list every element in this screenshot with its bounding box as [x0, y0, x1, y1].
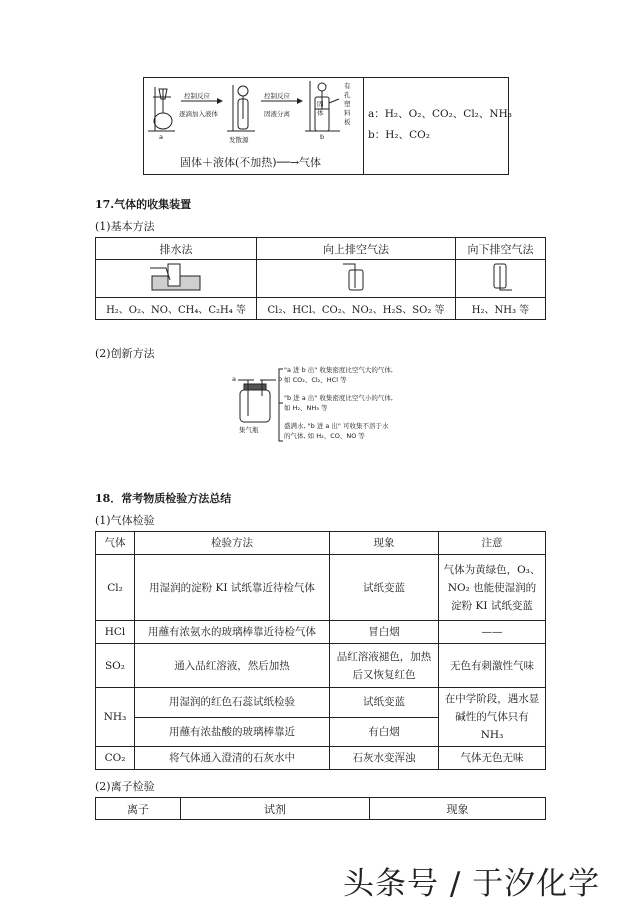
note-co2: 气体无色无味 — [439, 747, 546, 770]
note1-line1: "a 进 b 出" 收集密度比空气大的气体, — [284, 366, 393, 374]
arrow2-text-1: 控制反应 — [264, 92, 290, 100]
gas-test-table — [95, 531, 546, 770]
gas-co2: CO₂ — [96, 747, 135, 770]
th-gas: 气体 — [96, 532, 135, 555]
ion-th-reagent: 试剂 — [181, 798, 370, 820]
note-so2: 无色有刺激性气味 — [439, 644, 546, 688]
method-cl2: 用湿润的淀粉 KI 试纸靠近待检气体 — [135, 555, 330, 621]
watermark: 头条号 / 于汐化学 — [343, 866, 601, 902]
section18-title: 18．常考物质检验方法总结 — [95, 492, 232, 505]
ion-test-table — [95, 797, 546, 820]
section18-sub1: (1)气体检验 — [95, 514, 155, 527]
apparatus-drawing — [145, 79, 360, 147]
gas-cl2: Cl₂ — [96, 555, 135, 621]
phen-so2: 品红溶液褪色，加热后又恢复红色 — [330, 644, 439, 688]
header-water: 排水法 — [96, 238, 257, 260]
upward-air-figure — [257, 260, 456, 298]
gas-so2: SO₂ — [96, 644, 135, 688]
th-method: 检验方法 — [135, 532, 330, 555]
method-so2: 通入品红溶液，然后加热 — [135, 644, 330, 688]
phen-nh3-2: 有白烟 — [330, 717, 439, 747]
downward-air-figure — [456, 260, 546, 298]
method-hcl: 用蘸有浓氨水的玻璃棒靠近待检气体 — [135, 621, 330, 644]
apparatus-label-b: b — [320, 133, 325, 141]
side-label: 有孔塑料板 — [344, 82, 351, 126]
down-air-gases: H₂、NH₃ 等 — [456, 298, 546, 320]
note-hcl: —— — [439, 621, 546, 644]
water-gases: H₂、O₂、NO、CH₄、C₂H₄ 等 — [96, 298, 257, 320]
phen-cl2: 试纸变蓝 — [330, 555, 439, 621]
inner-label: 固体 — [317, 100, 324, 117]
method-nh3-2: 用蘸有浓盐酸的玻璃棒靠近 — [135, 717, 330, 747]
phen-nh3-1: 试纸变蓝 — [330, 688, 439, 718]
middle-caption: 发散源 — [229, 136, 249, 144]
apparatus-label-a: a — [159, 133, 163, 141]
apparatus-divider — [363, 77, 364, 174]
section17-sub1: (1)基本方法 — [95, 220, 155, 233]
th-phenomenon: 现象 — [330, 532, 439, 555]
water-method-figure — [96, 260, 257, 298]
collection-table — [95, 237, 546, 320]
ion-th-phenomenon: 现象 — [370, 798, 546, 820]
arrow1-text-2: 逐滴加入液体 — [179, 110, 218, 118]
section18-sub2: (2)离子检验 — [95, 780, 155, 793]
port-b-label: b — [278, 375, 283, 383]
method-co2: 将气体通入澄清的石灰水中 — [135, 747, 330, 770]
phen-co2: 石灰水变浑浊 — [330, 747, 439, 770]
note2-line2: 如 H₂、NH₃ 等 — [284, 404, 328, 412]
phen-hcl: 冒白烟 — [330, 621, 439, 644]
note1-line2: 如 CO₂、Cl₂、HCl 等 — [284, 376, 347, 384]
right-line-2: b：H₂、CO₂ — [368, 129, 430, 141]
note-nh3: 在中学阶段，遇水显碱性的气体只有 NH₃ — [439, 688, 546, 747]
header-up-air: 向上排空气法 — [257, 238, 456, 260]
section17-sub2: (2)创新方法 — [95, 347, 155, 360]
port-a-label: a — [232, 375, 236, 383]
up-air-gases: Cl₂、HCl、CO₂、NO₂、H₂S、SO₂ 等 — [257, 298, 456, 320]
section17-title: 17.气体的收集装置 — [95, 198, 192, 211]
ion-th-ion: 离子 — [96, 798, 181, 820]
gas-hcl: HCl — [96, 621, 135, 644]
note-cl2: 气体为黄绿色，O₃、NO₂ 也能使湿润的淀粉 KI 试纸变蓝 — [439, 555, 546, 621]
method-nh3-1: 用湿润的红色石蕊试纸检验 — [135, 688, 330, 718]
right-line-1: a：H₂、O₂、CO₂、Cl₂、NH₃ — [368, 108, 512, 120]
note2-line1: "b 进 a 出" 收集密度比空气小的气体, — [284, 394, 393, 402]
bottle-label: 集气瓶 — [239, 426, 259, 434]
header-down-air: 向下排空气法 — [456, 238, 546, 260]
th-note: 注意 — [439, 532, 546, 555]
gas-nh3: NH₃ — [96, 688, 135, 747]
note3-line1: 盛满水, "b 进 a 出" 可收集不溶于水 — [284, 422, 389, 430]
note3-line2: 的气体, 如 H₂、CO、NO 等 — [284, 432, 365, 440]
arrow2-text-2: 固液分离 — [264, 110, 290, 118]
arrow1-text-1: 控制反应 — [184, 92, 210, 100]
equation: 固体＋液体(不加热)──→气体 — [180, 156, 322, 169]
